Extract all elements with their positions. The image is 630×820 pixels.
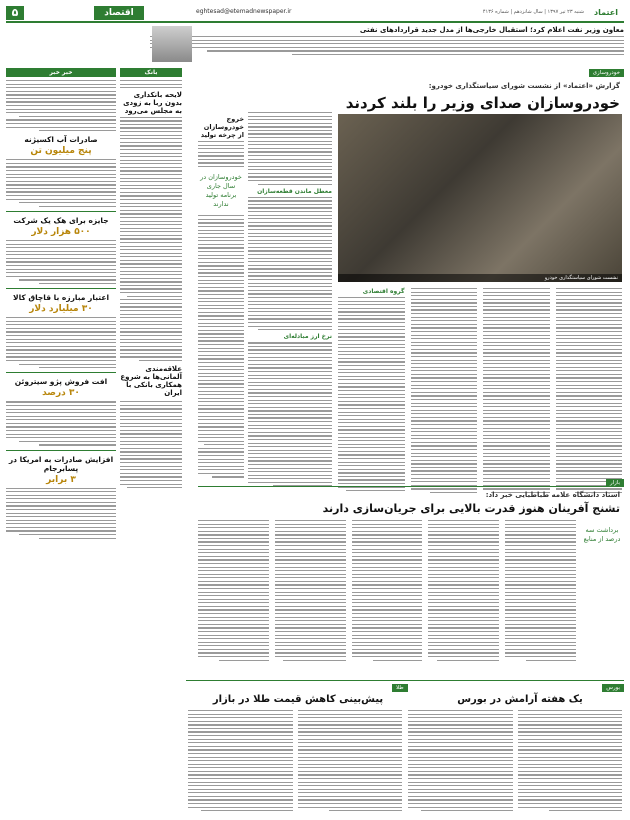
bank-headline-1: لایحه بانکداری بدون ربا به زودی به مجلس می‌رود [123, 90, 182, 115]
top-bar [6, 6, 624, 20]
brief-title: صادرات آب اکسیژنه [24, 135, 98, 145]
bourse-story-body [408, 710, 622, 814]
side-quote-column [198, 112, 244, 480]
newspaper-logo: اعتماد [594, 8, 618, 17]
brief-item [6, 455, 116, 539]
dateline: شنبه ۲۳ تیر ۱۳۹۷ | سال شانزدهم | شماره ۴۱۳۶ [482, 9, 584, 15]
page-number: ۵ [6, 6, 24, 20]
pull-quote-2: برداشت سه درصد از منابع [583, 526, 621, 543]
pull-quote-1: خودروسازان در سال جاری برنامه تولید ندارند [200, 173, 242, 209]
top-story-body [338, 288, 622, 496]
bank-news-column [120, 68, 182, 678]
middle-rule [198, 486, 622, 487]
lead-headline: معاون وزیر نفت اعلام کرد؛ استقبال خارجی‌ها از مدل جدید قراردادهای نفتی [359, 26, 624, 34]
brief-figure: ۳ برابر [46, 474, 76, 485]
bank-headline-2: علاقه‌مندی آلمانی‌ها به شروع همکاری بانکی با ایران [120, 365, 182, 398]
side-quote-title: خروج خودروسازان از چرخه تولید [200, 115, 244, 139]
section-label-market: بازار [606, 479, 624, 487]
top-story-kicker: گزارش «اعتماد» از نشست شورای سیاستگذاری خودرو: [428, 82, 620, 90]
gold-headline: پیش‌بینی کاهش قیمت طلا در بازار [212, 694, 384, 705]
brief-figure: ۳۰ میلیارد دلار [29, 304, 93, 315]
brief-figure: پنج میلیون تن [30, 146, 92, 157]
subhead: نرخ ارز مبادله‌ای [283, 333, 332, 341]
brief-figure: ۵۰۰ هزار دلار [31, 226, 91, 237]
brief-title: اعتبار مبارزه با قاچاق کالا [12, 293, 110, 303]
header-rule [6, 21, 624, 23]
brief-figure: ۳۰ درصد [42, 388, 80, 399]
subhead: معطل ماندن قطعه‌سازان [257, 187, 332, 195]
section-email: eghtesad@etemadnewspaper.ir [196, 8, 292, 15]
section-title: اقتصاد [94, 6, 144, 20]
meeting-photo [338, 114, 622, 282]
brief-title: جایزه برای هک یک شرکت [13, 215, 109, 225]
brief-item [6, 135, 116, 207]
sidebar-header: خبر خبر [6, 68, 116, 77]
column-label: بانک [120, 68, 182, 77]
lead-body [150, 36, 624, 55]
brief-item [6, 377, 116, 445]
section-label-automotive: خودروسازی [589, 69, 624, 77]
gold-story-body [188, 710, 402, 814]
author-portrait [152, 26, 192, 62]
middle-story-kicker: استاد دانشگاه علامه طباطبایی خبر داد: [485, 491, 620, 499]
middle-story-headline: تشنج آفرینان هنوز قدرت بالایی برای جریان‌سازی دارند [322, 502, 620, 515]
brief-title: افزایش صادرات به امریکا در پسابرجام [8, 454, 114, 473]
bottom-rule [186, 680, 624, 681]
brief-title: افت فروش پژو سیتروئن [14, 377, 108, 387]
top-story-column-a [248, 112, 332, 489]
section-label-bourse: بورس [602, 684, 624, 692]
news-brief-sidebar [6, 68, 116, 814]
subhead: گروه اقتصادی [362, 288, 405, 295]
brief-item [6, 293, 116, 368]
lead-story [150, 26, 624, 64]
bourse-headline: یک هفته آرامش در بورس [457, 694, 583, 705]
section-label-gold: طلا [392, 684, 408, 692]
top-story-headline: خودروسازان صدای وزیر را بلند کردند [345, 94, 620, 112]
photo-caption: نشست شورای سیاستگذاری خودرو [338, 274, 622, 282]
middle-story-body [198, 520, 622, 663]
brief-item [6, 216, 116, 284]
